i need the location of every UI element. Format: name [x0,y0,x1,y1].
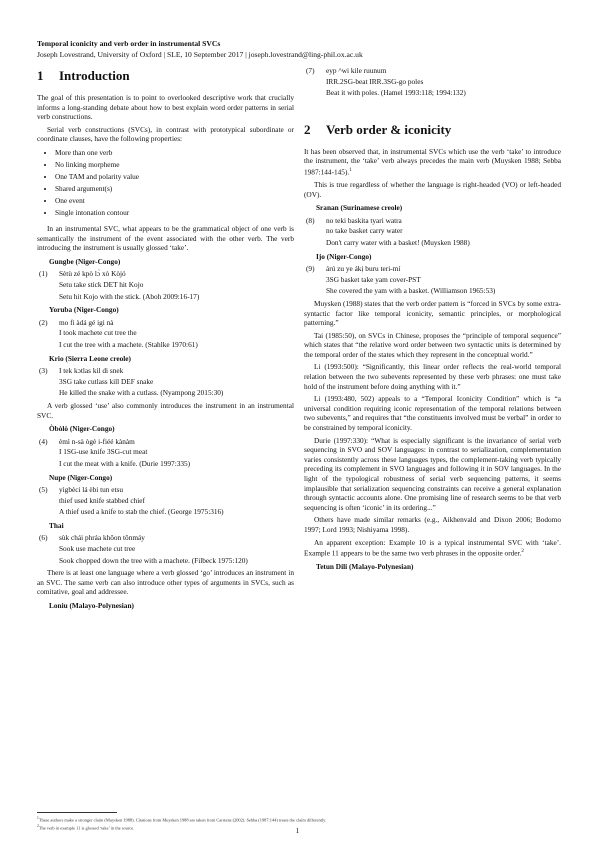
intro-paragraph-3: In an instrumental SVC, what appears to be the grammatical object of one verb is semantically the instrument of the event associated with the other verb. The verb introducing the instrument is usually glossed ‘take’. [37,224,294,253]
intro-paragraph-1: The goal of this presentation is to point to overlooked descriptive work that crucially informs a long-standing debate about how to best explain word order patterns in serial verb constructions. [37,93,294,122]
language-label: Sranan (Surinamese creole) [316,203,403,213]
example-9: (9) árú zu ye ákị buru teri-mí 3SG basket take yam cover-PST She covered the yam with a basket. (Williamson 1965:53) [306,264,496,296]
others-paragraph: Others have made similar remarks (e.g., Aikhenvald and Dixon 2006; Bodomo 1997; Lord 1993; Nishiyama 1998). [304,515,561,534]
language-label: Òbòlò (Niger-Congo) [49,424,115,434]
example-8: (8) no teki baskita tyari watra no take basket carry water Don't carry water with a basket! (Muysken 1988) [306,215,470,247]
example-3: (3) I tek kɔtlas kil di snek 3SG take cutlass kill DEF snake He killed the snake with a cutlass. (Nyampong 2015:30) [39,366,224,398]
muysken-paragraph: Muysken (1988) states that the verb order pattern is “forced in SVCs by some extra-syntactic factor like temporal iconicity, semantic principles, or morphological patterning.” [304,298,561,328]
durie-paragraph: Durie (1997:330): “What is especially significant is the invariance of serial verb sequencing in SVO and SOV languages: in contrast to serialization, complementation varies consistently across these languages types, the complement-taking verb typically preceding its complement in SVO languages and following it in SOV languages. In the light of the typological robustness of serial verb sequencing patterns, it seems implausible that serialization sequencing constraints can receive a general explanation through syntactic accounts alone. One promising line of research seems to be that verb sequencing is often ‘iconic’ in its ordering...” [304,435,561,512]
list-item: • No linking morpheme [55,160,294,170]
tai-paragraph: Tai (1985:50), on SVCs in Chinese, proposes the “principle of temporal sequence” which states that “the relative word order between two syntactic units is determined by the temporal order of the states which they represent in the conceptual world.” [304,330,561,359]
language-label: Ijo (Niger-Congo) [316,251,372,261]
footnote-1: $^1$These authors make a stronger claim (Muysken 1988). Citations from Muysken 1988 are taken from Carstens (2002). Sebba (1987:144) treats the claim differently. [37,816,327,823]
li-paragraph-1: Li (1993:500): “Significantly, this linear order reflects the real-world temporal relation between the two subevents represented by these verb phrases: one must take hold of the instrument before doing anything with it.” [304,362,561,391]
example-4: (4) èmì n-sà ògè i-fiéé kànàm I 1SG-use knife 3SG-cut meat I cut the meat with a knife. (Durie 1997:335) [39,436,191,468]
language-label: Thai [49,520,64,530]
li-paragraph-2: Li (1993:480, 502) appeals to a “Temporal Iconicity Condition” which is “a universal condition requiring iconic representation of the temporal relations between two subevents,” and requires that “the constituents involved must be verbal” in order to be constrained by temporal iconicity. [304,394,561,433]
use-verb-paragraph: A verb glossed ‘use’ also commonly introduces the instrument in an instrumental SVC. [37,400,294,420]
paper-title: Temporal iconicity and verb order in instrumental SVCs [37,39,221,48]
language-label: Gungbe (Niger-Congo) [49,256,121,266]
language-label: Tetun Dili (Malayo-Polynesian) [316,562,414,572]
language-label: Nupe (Niger-Congo) [49,472,113,482]
example-7: (7) eyp ^wi kile ruunum IRR.2SG-beat IRR.3SG-go poles Beat it with poles. (Hamel 1993:118; 1994:132) [306,66,466,98]
example-1: (1) Sètù zé kpò lɔ̀ xò Kòjó Setu take stick DET hit Kojo Setu hit Kojo with the stick. (Aboh 2009:16-17) [39,269,200,301]
language-label: Loniu (Malayo-Polynesian) [49,601,134,611]
page-header [37,38,562,60]
section-heading-verb-order: 2 Verb order & iconicity [304,121,452,137]
example-2: (2) mo fi àdá gé igi nà I took machete cut tree the I cut the tree with a machete. (Stahlke 1970:61) [39,317,198,349]
list-item: • Single intonation contour [55,208,294,218]
verb-order-paragraph-1: It has been observed that, in instrumental SVCs which use the verb ‘take’ to introduce the instrument, the ‘take’ verb always precedes the main verb (Muysken 1988; Sebba 1987:144-145).$^1$ [304,146,561,177]
footnote-2: $^2$The verb in example 11 is glossed ‘take’ in the source. [37,824,135,831]
language-label: Yoruba (Niger-Congo) [49,305,119,315]
exception-paragraph: An apparent exception: Example 10 is a typical instrumental SVC with ‘take’. Example 11 appears to be the same two verb phrases in the opposite order.$^2$ [304,537,561,558]
section-heading-introduction: 1 Introduction [37,68,130,83]
byline: Joseph Lovestrand, University of Oxford | SLE, 10 September 2017 | joseph.lovestrand@ling-phil.ox.ac.uk [37,50,363,59]
list-item: • Shared argument(s) [55,184,294,194]
left-column [37,66,294,614]
page-number: 1 [295,826,300,835]
list-item: • More than one verb [55,148,294,158]
intro-paragraph-2: Serial verb constructions (SVCs), in contrast with prototypical subordinate or coordinate clauses, have the following properties: [37,124,294,144]
go-verb-paragraph: There is at least one language where a verb glossed ‘go’ introduces an instrument in an SVC. The same verb can also introduce other types of arguments in SVCs, such as comitative, goal and addressee. [37,568,294,597]
verb-order-paragraph-2: This is true regardless of whether the language is right-headed (VO) or left-headed (OV). [304,179,561,199]
example-5: (5) yìgbèci lá èbi tun etsu thief used knife stabbed chief A thief used a knife to stab the chief. (George 1975:316) [39,485,224,517]
list-item: • One event [55,196,294,206]
example-6: (6) sùk chái phráa khôon tônmáy Sook use machete cut tree Sook chopped down the tree with a machete. (Filbeck 1975:120) [39,533,248,565]
right-column [304,66,561,575]
language-label: Krio (Sierra Leone creole) [49,353,131,363]
list-item: • One TAM and polarity value [55,172,294,182]
svc-properties-list [37,148,294,218]
